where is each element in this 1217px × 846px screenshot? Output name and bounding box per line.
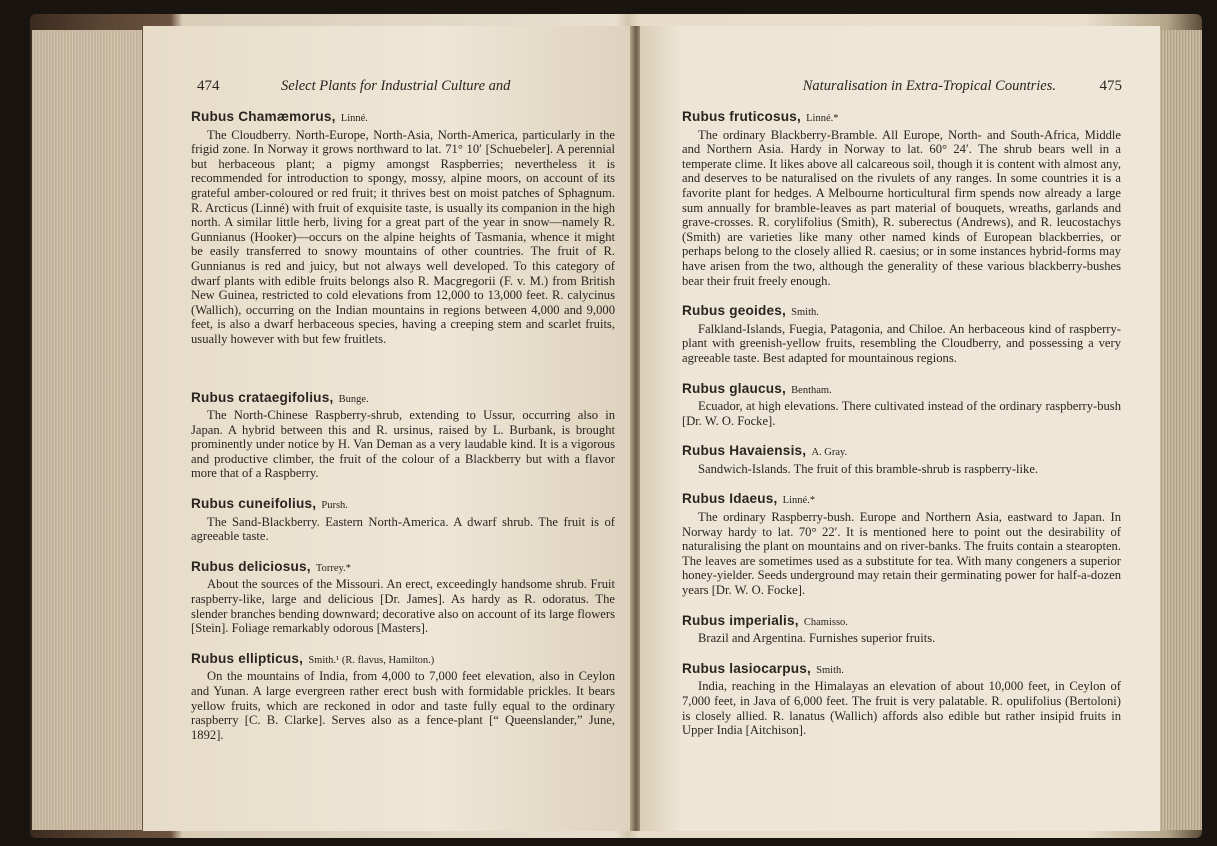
species-author: Smith. (791, 307, 819, 319)
species-author: Smith. (816, 664, 844, 676)
species-name: Rubus geoides, (682, 303, 787, 319)
species-author: Torrey.* (315, 562, 351, 574)
species-name: Rubus deliciosus, (191, 558, 311, 574)
entry (191, 652, 615, 743)
species-author: Linné. (340, 113, 368, 124)
page-edges-right (1160, 30, 1202, 830)
entry-text: Falkland-Islands, Fuegia, Patagonia, and Chiloe. An herbaceous kind of raspberry-plant with greenish-yellow fruits, resembling the Cloudberry, and possessing a very agreeable taste. Best adapted for mountainous regions. (682, 321, 1121, 365)
species-author: Bunge. (338, 393, 369, 405)
running-title: Select Plants for Industrial Culture and (281, 78, 511, 94)
species-author: Linné.* (782, 495, 816, 507)
page-edges-left (32, 30, 142, 830)
left-page (143, 26, 633, 831)
entry (682, 444, 1121, 476)
entry (682, 492, 1121, 597)
entry-text: The North-Chinese Raspberry-shrub, extending to Ussur, occurring also in Japan. A hybrid between this and R. ursinus, raised by L. Burbank, is brought prominently under notice by H. Van Deman as a very laudable kind. It is a vigorous and productive climber, the fruit of the colour of a Blackberry but with a flavor more that of a Raspberry. (191, 408, 615, 481)
entry-text: Sandwich-Islands. The fruit of this bramble-shrub is raspberry-like. (698, 461, 1039, 476)
species-author: Linné.* (806, 113, 839, 124)
species-name: Rubus Chamæmorus, (191, 109, 336, 124)
entry-text: India, reaching in the Himalayas an elevation of about 10,000 feet, in Ceylon of 7,000 feet, in Java of 6,000 feet. The fruit is very palatable. R. opulifolius (Bertoloni) is closely allied. R. lanatus (Wallich) affords also edible but rather insipid fruits in Upper India [Aitchison]. (682, 679, 1121, 738)
entry-text: The Cloudberry. North-Europe, North-Asia, North-America, particularly in the frigid zone. In Norway it grows northward to lat. 71° 10′ [Schuebeler]. A perennial but herbaceous plant; a pigmy amongst Raspberries; nevertheless it is recommended for introduction to spongy, mossy, alpine moors, on account of its grateful amber-coloured or red fruit; it thrives best on moist patches of Sphagnum. R. Arcticus (Linné) with fruit of exquisite taste, is usually its companion in the high north. A similar little herb, living for a great part of the year in snow—namely R. Gunnianus (Hooker)—occurs on the alpine heights of Tasmania, whence it might be easily transferred to snowy mountains of other countries. The fruit of R. Gunnianus is red and juicy, but not always well developed. To this category of dwarf plants with edible fruits belongs also R. Macgregorii (F. v. M.) from British New Guinea, restricted to cold elevations from 12,000 to 13,000 feet. R. calycinus (Wallich), occurring on the Indian mountains in regions between 4,000 and 9,000 feet, is also a dwarf herbaceous species, having a creeping stem and scarlet fruits, usually however with but few fruitlets. (191, 127, 615, 346)
right-header (680, 78, 1122, 100)
entry (191, 497, 615, 544)
entry-text: Ecuador, at high elevations. There cultivated instead of the ordinary raspberry-bush [Dr. W. O. Focke]. (682, 399, 1121, 428)
page-number: 474 (197, 78, 220, 94)
entry-text: The Sand-Blackberry. Eastern North-America. A dwarf shrub. The fruit is of agreeable taste. (191, 514, 615, 544)
entry (191, 110, 615, 347)
entry (191, 560, 615, 636)
species-author: Bentham. (791, 384, 832, 396)
page-number: 475 (1099, 78, 1122, 94)
species-name: Rubus cuneifolius, (191, 496, 317, 512)
species-name: Rubus fruticosus, (682, 109, 801, 124)
species-author: A. Gray. (811, 447, 848, 459)
entry-text: About the sources of the Missouri. An erect, exceedingly handsome shrub. Fruit raspberry-like, large and delicious [Dr. James]. As hardy as R. odoratus. The slender branches bending downward; decorative also on account of its large flowers [Stein]. Foliage remarkably odorous [Masters]. (191, 577, 615, 636)
entry (682, 662, 1121, 738)
species-name: Rubus crataegifolius, (191, 389, 334, 405)
right-page (640, 26, 1160, 831)
entry (191, 391, 615, 482)
species-name: Rubus ellipticus, (191, 650, 304, 666)
left-header (197, 78, 597, 100)
species-name: Rubus Havaiensis, (682, 443, 807, 459)
running-title: Naturalisation in Extra-Tropical Countries. (802, 78, 1056, 94)
species-author: Chamisso. (803, 616, 848, 628)
entry (682, 304, 1121, 365)
entry-text: The ordinary Raspberry-bush. Europe and Northern Asia, eastward to Japan. In Norway hardy to lat. 70° 22′. It is mentioned here to point out the desirability of naturalising the plant on mountains and on river-banks. The fruits contain a stearopten. The leaves are sometimes used as a substitute for tea. With many congeners a superior honey-yielder. Seeds underground may retain their germinating power for half-a-dozen years [Dr. W. O. Focke]. (682, 510, 1121, 598)
entry (682, 382, 1121, 429)
species-name: Rubus Idaeus, (682, 491, 778, 507)
entry-text: On the mountains of India, from 4,000 to 7,000 feet elevation, also in Ceylon and Yunan. A large evergreen rather erect bush with formidable prickles. It bears yellow fruits, which are reckoned in odor and taste fully equal to the ordinary raspberry [C. B. Clarke]. Serves also as a fence-plant [“ Queenslander,” June, 1892]. (191, 669, 615, 742)
entry-text: The ordinary Blackberry-Bramble. All Europe, North- and South-Africa, Middle and Northern Asia. Hardy in Norway to lat. 60° 24′. The shrub bears well in a temperate clime. It likes above all calcareous soil, though it is content with almost any, and deserves to be naturalised on the rivulets of any ranges. In some countries it is a favorite plant for hedges. A Melbourne horticultural firm spends now already a large sum annually for bramble-leaves as part material of bouquets, wreaths, garlands and grave-crosses. R. corylifolius (Smith), R. suberectus (Andrews), and R. leucostachys (Smith) are varieties like many other named kinds of European blackberries, or perhaps belong to the closely allied R. caesius; or in some instances hybrid-forms may have arisen from the two, although the generality of these various blackberry-bushes bear their fruit freely enough. (682, 127, 1121, 288)
entry (682, 614, 1121, 646)
species-name: Rubus lasiocarpus, (682, 660, 811, 676)
entry (682, 110, 1121, 288)
species-name: Rubus imperialis, (682, 612, 799, 628)
right-content (682, 110, 1121, 754)
species-author: Smith.¹ (R. flavus, Hamilton.) (308, 654, 435, 666)
left-content (191, 110, 615, 758)
species-author: Pursh. (321, 500, 348, 512)
species-name: Rubus glaucus, (682, 380, 787, 396)
entry-text: Brazil and Argentina. Furnishes superior fruits. (698, 631, 936, 646)
